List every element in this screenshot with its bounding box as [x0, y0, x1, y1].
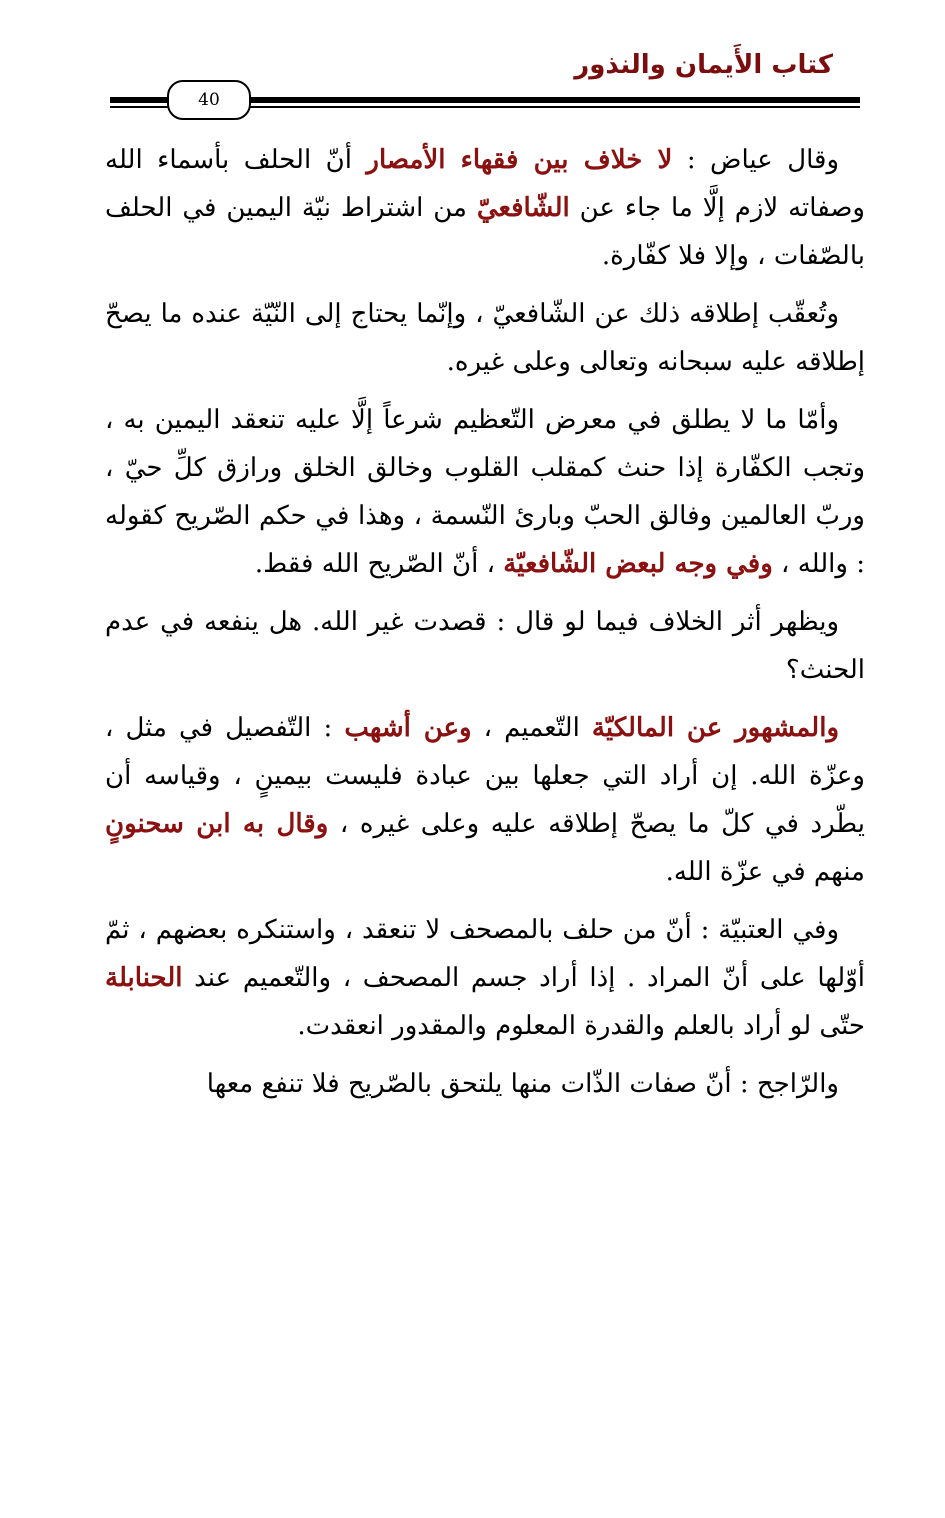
paragraph [105, 1060, 865, 1108]
paragraph [105, 396, 865, 588]
text-run: ويظهر أثر الخلاف فيما لو قال : قصدت غير الله. هل ينفعه في عدم الحنث؟ [105, 607, 865, 685]
page-number: 40 [198, 90, 220, 110]
text-run: وفي العتبيّة : أنّ من حلف بالمصحف لا تنعقد ، واستنكره بعضهم ، ثمّ أوّلها على أنّ المراد . إذا أراد جسم المصحف ، والتّعميم عند [105, 915, 865, 993]
page-number-badge [167, 80, 251, 120]
text-run: وأمّا ما لا يطلق في معرض التّعظيم شرعاً إلَّا عليه تنعقد اليمين به ، وتجب الكفّارة إذا حنث كمقلب القلوب وخالق الخلق ورازق كلِّ حيّ ، وربّ العالمين وفالق الحبّ وبارئ النّسمة ، وهذا في حكم الصّريح كقوله : والله ، [105, 405, 865, 579]
paragraph [105, 136, 865, 280]
text-run: حتّى لو أراد بالعلم والقدرة المعلوم والمقدور انعقدت. [297, 1011, 865, 1041]
highlight-run: وقال به ابن سحنونٍ [105, 809, 329, 839]
text-run: منهم في عزّة الله. [665, 857, 865, 887]
highlight-run: وعن أشهب [344, 713, 472, 743]
text-run: أنّ الحلف بأسماء الله وصفاته لازم إلَّا ما جاء عن [105, 145, 865, 223]
text-run: من اشتراط نيّة اليمين في الحلف بالصّفات ، وإلا فلا كفّارة. [105, 193, 865, 271]
paragraph [105, 906, 865, 1050]
text-run: ، أنّ الصّريح الله فقط. [254, 549, 504, 579]
text-run: : التّفصيل في مثل ، وعزّة الله. إن أراد التي جعلها بين عبادة فليست بيمينٍ ، وقياسه أن يطّرد في كلّ ما يصحّ إطلاقه عليه وعلى غيره ، [105, 713, 865, 839]
paragraph [105, 704, 865, 896]
text-run: التّعميم ، [471, 713, 592, 743]
text-run: والرّاجح : أنّ صفات الذّات منها يلتحق بالصّريح فلا تنفع معها [206, 1069, 839, 1099]
text-run: وقال عياض : [672, 145, 840, 175]
paragraph [105, 598, 865, 694]
highlight-run: الشّافعيّ [476, 193, 570, 223]
text-run: وتُعقّب إطلاقه ذلك عن الشّافعيّ ، وإنّما يحتاج إلى النّيّة عنده ما يصحّ إطلاقه عليه سبحانه وتعالى وعلى غيره. [105, 299, 865, 377]
highlight-run: الحنابلة [105, 963, 183, 993]
highlight-run: لا خلاف بين فقهاء الأمصار [366, 145, 673, 175]
book-title: كتاب الأَيمان والنذور [574, 50, 833, 80]
body-text [105, 136, 865, 1108]
highlight-run: وفي وجه لبعض الشّافعيّة [503, 549, 773, 579]
highlight-run: والمشهور عن المالكيّة [591, 713, 839, 743]
paragraph [105, 290, 865, 386]
